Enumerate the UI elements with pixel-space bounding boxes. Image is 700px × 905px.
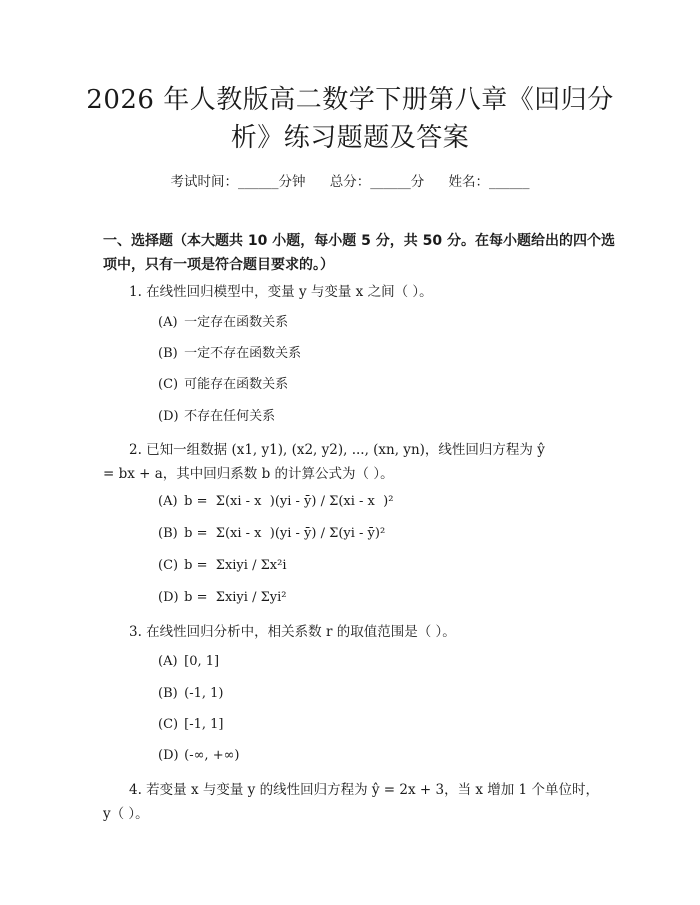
option-text: 可能存在函数关系: [184, 377, 289, 392]
question-2: [103, 438, 623, 486]
section-heading: [103, 229, 623, 277]
document-title-line2: 析》练习题题及答案: [230, 123, 470, 153]
option-text: 一定不存在函数关系: [184, 346, 302, 361]
option-text: 一定存在函数关系: [184, 315, 289, 330]
question-3-option-d: [158, 746, 598, 766]
question-2-option-b: [158, 524, 598, 544]
question-4: [103, 778, 623, 826]
question-3: [103, 620, 623, 644]
question-2-option-a: [158, 492, 598, 512]
option-label: (B): [158, 526, 178, 541]
option-text: [0, 1]: [184, 654, 220, 669]
question-1-option-d: [158, 407, 598, 427]
option-text: 不存在任何关系: [184, 409, 276, 424]
question-2-stem-line2: = bx + a，其中回归系数 b 的计算公式为（ ）。: [103, 466, 394, 482]
question-3-stem: 3. 在线性回归分析中，相关系数 r 的取值范围是（ ）。: [129, 624, 456, 640]
question-1-stem: 1. 在线性回归模型中，变量 y 与变量 x 之间（ ）。: [129, 284, 433, 300]
option-label: (B): [158, 346, 178, 361]
exam-name-field: 姓名：______: [448, 174, 530, 190]
option-label: (C): [158, 717, 179, 732]
question-3-option-c: [158, 715, 598, 735]
option-text: b = Σxiyi / Σyi²: [184, 590, 287, 605]
question-2-option-d: [158, 588, 598, 608]
exam-meta: [0, 170, 700, 190]
question-3-option-a: [158, 652, 598, 672]
exam-time: 考试时间：______分钟: [170, 174, 306, 190]
option-text: (-∞, +∞): [184, 748, 240, 763]
option-text: (-1, 1): [184, 686, 224, 701]
question-1-option-b: [158, 344, 598, 364]
question-3-option-b: [158, 684, 598, 704]
option-label: (D): [158, 409, 179, 424]
option-text: b = Σ(xi - x )(yi - ȳ) / Σ(yi - ȳ)²: [184, 526, 386, 541]
document-title-line1: 2026 年人教版高二数学下册第八章《回归分: [86, 85, 614, 115]
option-label: (A): [158, 315, 178, 330]
section-heading-line1: 一、选择题（本大题共 10 小题，每小题 5 分，共 50 分。在每小题给出的四个选: [103, 233, 615, 249]
option-label: (B): [158, 686, 178, 701]
section-heading-line2: 项中，只有一项是符合题目要求的。）: [103, 257, 334, 273]
option-text: b = Σ(xi - x )(yi - ȳ) / Σ(xi - x )²: [184, 494, 394, 509]
question-1-option-c: [158, 375, 598, 395]
exam-total-score: 总分：______分: [329, 174, 425, 190]
question-4-stem-line2: y（ ）。: [103, 806, 149, 822]
option-label: (A): [158, 494, 178, 509]
question-1: [103, 280, 623, 304]
option-label: (D): [158, 748, 179, 763]
option-text: b = Σxiyi / Σx²i: [184, 558, 287, 573]
option-label: (C): [158, 377, 179, 392]
question-1-option-a: [158, 313, 598, 333]
option-label: (D): [158, 590, 179, 605]
option-label: (C): [158, 558, 179, 573]
question-2-option-c: [158, 556, 598, 576]
question-2-stem-line1: 2. 已知一组数据 (x1, y1), (x2, y2), ..., (xn, yn)，线性回归方程为 ŷ: [129, 442, 545, 458]
option-label: (A): [158, 654, 178, 669]
question-4-stem-line1: 4. 若变量 x 与变量 y 的线性回归方程为 ŷ = 2x + 3，当 x 增加 1 个单位时，: [129, 782, 599, 798]
option-text: [-1, 1]: [184, 717, 224, 732]
